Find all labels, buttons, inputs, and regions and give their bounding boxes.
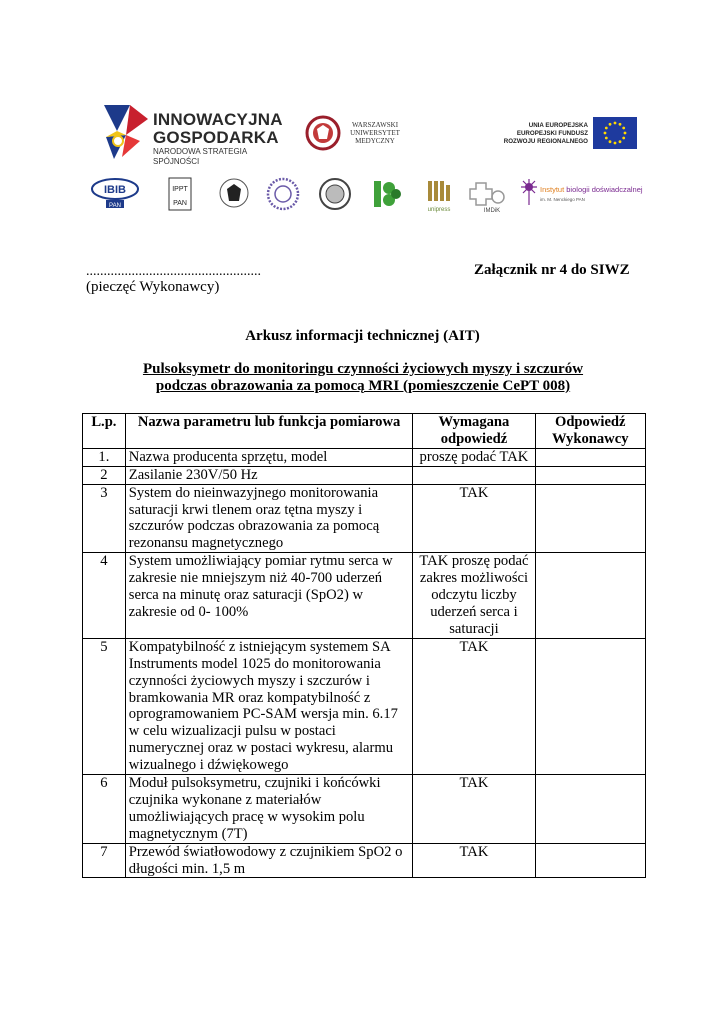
row-required: TAK proszę podać zakres możliwości odczytu liczby uderzeń serca i saturacji [413,553,535,639]
row-required [413,466,535,484]
ig-line2: GOSPODARKA [153,128,279,147]
row-name: Przewód światłowodowy z czujnikiem SpO2 o długości min. 1,5 m [125,843,413,878]
row-answer[interactable] [535,484,646,553]
table-row [83,638,646,774]
row-required: proszę podać TAK [413,448,535,466]
table-row [83,775,646,844]
header-required: Wymagana odpowiedź [413,414,535,449]
table-row [83,484,646,553]
ibb-logo [372,177,402,216]
table-header-row [83,414,646,449]
unipress-text: unipress [427,207,451,213]
row-name: Nazwa producenta sprzętu, model [125,448,413,466]
ibd-line1b: biologii doświadczalnej [566,185,643,194]
unipress-logo [420,177,458,220]
wum-seal-icon [305,115,341,151]
ue-line3: ROZWOJU REGIONALNEGO [503,138,588,145]
header-lp: L.p. [83,414,126,449]
wum-line2: UNIWERSYTET [350,129,400,137]
row-required: TAK [413,638,535,774]
row-answer[interactable] [535,638,646,774]
wum-line3: MEDYCZNY [355,137,395,145]
row-name: Zasilanie 230V/50 Hz [125,466,413,484]
table-row [83,843,646,878]
row-answer[interactable] [535,843,646,878]
row-required: TAK [413,484,535,553]
row-answer[interactable] [535,553,646,639]
academy-seal-logo [318,177,352,216]
row-lp: 6 [83,775,126,844]
row-name: System umożliwiający pomiar rytmu serca w zakresie nie mniejszym niż 40-700 uderzeń serca na minutę oraz saturacji (SpO2) w zakresie od 0- 100% [125,553,413,639]
innowacyjna-gospodarka-emblem [100,101,152,163]
table-row [83,448,646,466]
ue-line1: UNIA EUROPEJSKA [528,122,588,129]
table-row [83,466,646,484]
row-lp: 3 [83,484,126,553]
row-lp: 1. [83,448,126,466]
stamp-label: (pieczęć Wykonawcy) [86,279,220,295]
table-row [83,553,646,639]
row-answer[interactable] [535,448,646,466]
ig-line3: NARODOWA STRATEGIA SPÓJNOŚCI [153,147,247,166]
innowacyjna-gospodarka-logo [100,101,295,166]
ibd-line1a: Instytut [540,185,567,194]
spec-table [82,413,646,878]
ibib-logo [90,177,140,214]
institute-seal-logo [266,177,300,216]
nencki-emblem-icon [518,177,540,207]
row-lp: 2 [83,466,126,484]
wum-line1: WARSZAWSKI [351,121,399,129]
row-answer[interactable] [535,775,646,844]
attachment-label: Załącznik nr 4 do SIWZ [474,262,630,278]
eu-logo [500,115,630,153]
row-name: Moduł pulsoksymetru, czujniki i końcówki czujnika wykonane z materiałów umożliwiających pracę w wysokim polu magnetycznym (7T) [125,775,413,844]
ibib-sub-text: PAN [109,203,121,209]
ibd-line2: im. M. Nenckiego PAN [540,197,585,202]
eu-flag-icon [593,117,637,149]
partner-logos [90,177,643,217]
ue-line2: EUROPEJSKI FUNDUSZ [516,130,588,137]
ibib-text: IBIB [104,184,126,196]
uw-logo [218,177,250,216]
document-subtitle: Pulsoksymetr do monitoringu czynności życiowych myszy i szczurów podczas obrazowania za pomocą MRI (pomieszczenie CePT 008) [142,361,584,394]
ig-line1: INNOWACYJNA [153,110,283,129]
header-name: Nazwa parametru lub funkcja pomiarowa [125,414,413,449]
ippt-logo [168,177,192,216]
wum-logo [305,115,425,155]
row-lp: 4 [83,553,126,639]
row-lp: 7 [83,843,126,878]
imdik-logo [468,177,512,220]
header-answer: Odpowiedź Wykonawcy [535,414,646,449]
row-lp: 5 [83,638,126,774]
row-name: System do nieinwazyjnego monitorowania saturacji krwi tlenem oraz tętna myszy i szczurów podczas obrazowania za pomocą rezonansu magnetycznego [125,484,413,553]
document-title: Arkusz informacji technicznej (AIT) [245,328,480,344]
row-required: TAK [413,843,535,878]
row-required: TAK [413,775,535,844]
ippt-text: IPPT [172,186,188,193]
ippt-sub-text: PAN [173,200,187,207]
stamp-dots: .................................................. [86,264,261,279]
logo-band [90,95,643,230]
row-name: Kompatybilność z istniejącym systemem SA Instruments model 1025 do monitorowania czynności życiowych myszy i szczurów i bramkowania MR oraz kompatybilność z oprogramowaniem PC-SAM wersja min. 6.17 w celu wizualizacji pulsu w postaci numerycznej oraz w postaci wykresu, alarmu wizualnego i dźwiękowego [125,638,413,774]
row-answer[interactable] [535,466,646,484]
nencki-logo [518,177,643,213]
imdik-text: IMDiK [483,208,501,214]
